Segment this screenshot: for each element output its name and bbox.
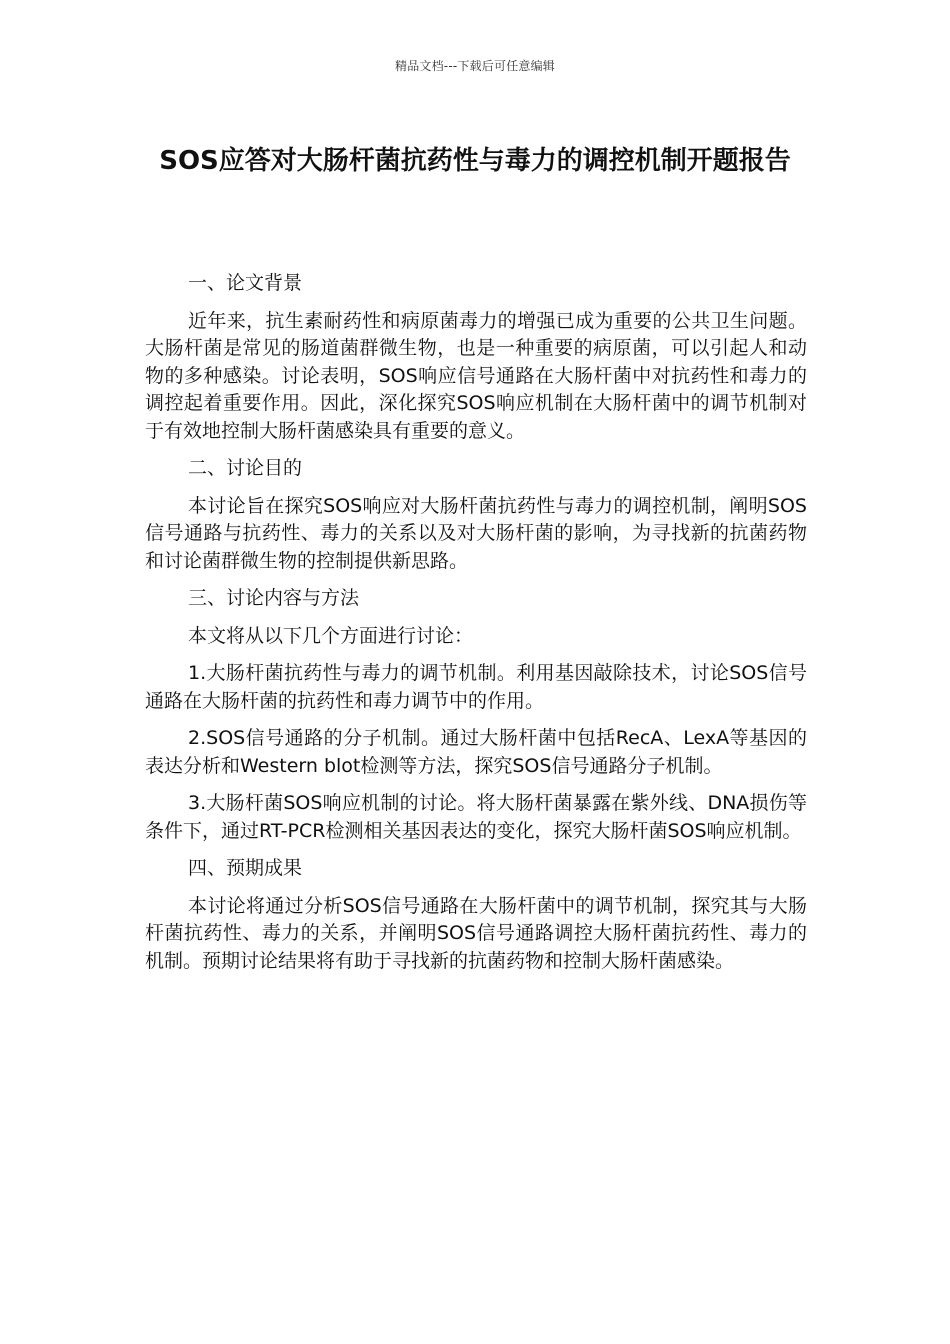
paragraph: 本讨论将通过分析SOS信号通路在大肠杆菌中的调节机制，探究其与大肠杆菌抗药性、毒力的关系，并阐明SOS信号通路调控大肠杆菌抗药性、毒力的机制。预期讨论结果将有助于寻找新的抗菌药物和控制大肠杆菌感染。 (145, 894, 807, 972)
section-heading: 三、讨论内容与方法 (188, 587, 360, 609)
list-item: 2.SOS信号通路的分子机制。通过大肠杆菌中包括RecA、LexA等基因的表达分析和Western blot检测等方法，探究SOS信号通路分子机制。 (145, 727, 807, 777)
list-item: 3.大肠杆菌SOS响应机制的讨论。将大肠杆菌暴露在紫外线、DNA损伤等条件下，通过RT-PCR检测相关基因表达的变化，探究大肠杆菌SOS响应机制。 (145, 792, 807, 842)
paragraph: 近年来，抗生素耐药性和病原菌毒力的增强已成为重要的公共卫生问题。大肠杆菌是常见的肠道菌群微生物，也是一种重要的病原菌，可以引起人和动物的多种感染。讨论表明，SOS响应信号通路在大肠杆菌中对抗药性和毒力的调控起着重要作用。因此，深化探究SOS响应机制在大肠杆菌中的调节机制对于有效地控制大肠杆菌感染具有重要的意义。 (145, 309, 807, 442)
section-heading: 一、论文背景 (188, 272, 303, 294)
document-body (145, 270, 807, 985)
paragraph: 本文将从以下几个方面进行讨论： (188, 624, 474, 647)
list-item: 1.大肠杆菌抗药性与毒力的调节机制。利用基因敲除技术，讨论SOS信号通路在大肠杆菌的抗药性和毒力调节中的作用。 (145, 662, 807, 712)
section-heading: 四、预期成果 (188, 857, 303, 879)
document-title: SOS应答对大肠杆菌抗药性与毒力的调控机制开题报告 (159, 146, 791, 176)
section-heading: 二、讨论目的 (188, 457, 303, 479)
header-note: 精品文档---下载后可任意编辑 (395, 59, 555, 73)
paragraph: 本讨论旨在探究SOS响应对大肠杆菌抗药性与毒力的调控机制，阐明SOS信号通路与抗药性、毒力的关系以及对大肠杆菌的影响，为寻找新的抗菌药物和讨论菌群微生物的控制提供新思路。 (145, 494, 807, 572)
